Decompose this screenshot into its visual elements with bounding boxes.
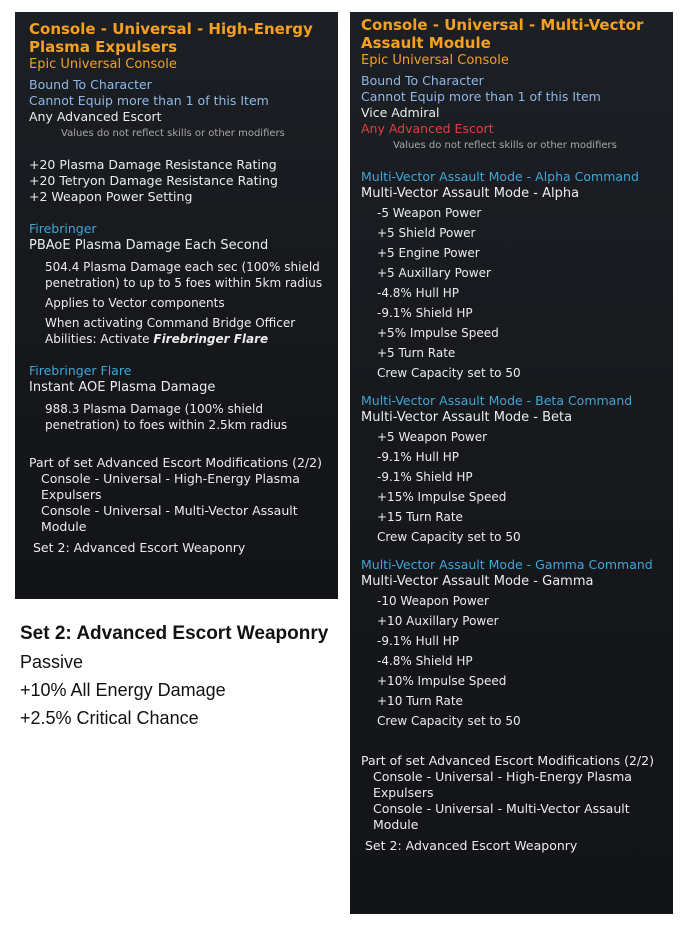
rank-text: Vice Admiral bbox=[361, 105, 440, 120]
requirement-text: Any Advanced Escort bbox=[361, 121, 494, 136]
stat-line: +5 Weapon Power bbox=[377, 430, 488, 444]
tooltip-plasma-expulsers bbox=[15, 12, 338, 599]
set-item: Console - Universal - Multi-Vector Assault Module bbox=[41, 503, 298, 534]
item-rarity: Epic Universal Console bbox=[361, 53, 509, 68]
stat-line: +5 Turn Rate bbox=[377, 346, 456, 360]
ability-type: Instant AOE Plasma Damage bbox=[29, 380, 216, 395]
stat-line: +5 Engine Power bbox=[377, 246, 480, 260]
ability-desc: Applies to Vector components bbox=[45, 296, 225, 310]
set-header: Part of set Advanced Escort Modifications (2/2) bbox=[29, 455, 322, 470]
tooltip-multi-vector-module bbox=[350, 12, 673, 914]
set-bonus: Set 2: Advanced Escort Weaponry bbox=[33, 540, 246, 555]
set-bonus: Set 2: Advanced Escort Weaponry bbox=[365, 838, 578, 853]
set-bonus-info bbox=[20, 620, 340, 732]
stat-line: +5% Impulse Speed bbox=[377, 326, 499, 340]
stat-line: +10 Auxillary Power bbox=[377, 614, 499, 628]
activation-prefix: When activating Command Bridge Officer Abilities: Activate bbox=[45, 316, 296, 346]
item-title: Console - Universal - Multi-Vector Assault Module bbox=[361, 16, 644, 52]
ability-name: Firebringer Flare bbox=[29, 363, 132, 378]
stat-line: -9.1% Shield HP bbox=[377, 470, 473, 484]
stat-line: +15% Impulse Speed bbox=[377, 490, 507, 504]
item-rarity: Epic Universal Console bbox=[29, 57, 177, 72]
requirement-text: Any Advanced Escort bbox=[29, 109, 162, 124]
set-bonus-line: +2.5% Critical Chance bbox=[20, 708, 199, 728]
set-header: Part of set Advanced Escort Modifications (2/2) bbox=[361, 753, 654, 768]
stat-line: Crew Capacity set to 50 bbox=[377, 714, 521, 728]
bound-text: Bound To Character bbox=[361, 73, 484, 88]
mode-section-beta: Multi-Vector Assault Mode - Beta Command bbox=[361, 393, 633, 408]
stat-line: -9.1% Hull HP bbox=[377, 450, 460, 464]
stat-line: -5 Weapon Power bbox=[377, 206, 482, 220]
ability-type: PBAoE Plasma Damage Each Second bbox=[29, 238, 269, 253]
ability-activation bbox=[29, 315, 330, 347]
set-item: Console - Universal - Multi-Vector Assault Module bbox=[373, 801, 630, 832]
stat-line: +20 Plasma Damage Resistance Rating bbox=[29, 157, 277, 172]
stat-line: +2 Weapon Power Setting bbox=[29, 189, 193, 204]
stat-line: +10 Turn Rate bbox=[377, 694, 463, 708]
equip-limit-text: Cannot Equip more than 1 of this Item bbox=[361, 89, 601, 104]
mode-name: Multi-Vector Assault Mode - Beta bbox=[361, 410, 573, 425]
mode-name: Multi-Vector Assault Mode - Alpha bbox=[361, 186, 580, 201]
item-title: Console - Universal - High-Energy Plasma Expulsers bbox=[29, 20, 313, 56]
ability-desc: 504.4 Plasma Damage each sec (100% shield penetration) to up to 5 foes within 5km radius bbox=[45, 260, 323, 290]
stat-line: -4.8% Shield HP bbox=[377, 654, 473, 668]
equip-limit-text: Cannot Equip more than 1 of this Item bbox=[29, 93, 269, 108]
stat-line: +5 Auxillary Power bbox=[377, 266, 491, 280]
set-item: Console - Universal - High-Energy Plasma Expulsers bbox=[41, 471, 300, 502]
set-item: Console - Universal - High-Energy Plasma Expulsers bbox=[373, 769, 632, 800]
mode-section-gamma: Multi-Vector Assault Mode - Gamma Command bbox=[361, 557, 653, 572]
modifier-note: Values do not reflect skills or other modifiers bbox=[393, 140, 617, 151]
stat-line: +10% Impulse Speed bbox=[377, 674, 507, 688]
set-bonus-title: Set 2: Advanced Escort Weaponry bbox=[20, 623, 329, 644]
set-bonus-line: Passive bbox=[20, 652, 84, 672]
modifier-note: Values do not reflect skills or other modifiers bbox=[61, 128, 285, 139]
stat-line: Crew Capacity set to 50 bbox=[377, 530, 521, 544]
mode-section-alpha: Multi-Vector Assault Mode - Alpha Command bbox=[361, 169, 639, 184]
stat-line: +15 Turn Rate bbox=[377, 510, 463, 524]
stat-line: +5 Shield Power bbox=[377, 226, 476, 240]
stat-line: Crew Capacity set to 50 bbox=[377, 366, 521, 380]
ability-desc: 988.3 Plasma Damage (100% shield penetration) to foes within 2.5km radius bbox=[45, 402, 288, 432]
stat-line: -9.1% Shield HP bbox=[377, 306, 473, 320]
stat-line: -9.1% Hull HP bbox=[377, 634, 460, 648]
stat-line: +20 Tetryon Damage Resistance Rating bbox=[29, 173, 278, 188]
stat-line: -4.8% Hull HP bbox=[377, 286, 460, 300]
stat-line: -10 Weapon Power bbox=[377, 594, 489, 608]
mode-name: Multi-Vector Assault Mode - Gamma bbox=[361, 574, 594, 589]
bound-text: Bound To Character bbox=[29, 77, 152, 92]
activation-ability: Firebringer Flare bbox=[153, 332, 269, 346]
set-bonus-line: +10% All Energy Damage bbox=[20, 680, 226, 700]
ability-name: Firebringer bbox=[29, 221, 97, 236]
